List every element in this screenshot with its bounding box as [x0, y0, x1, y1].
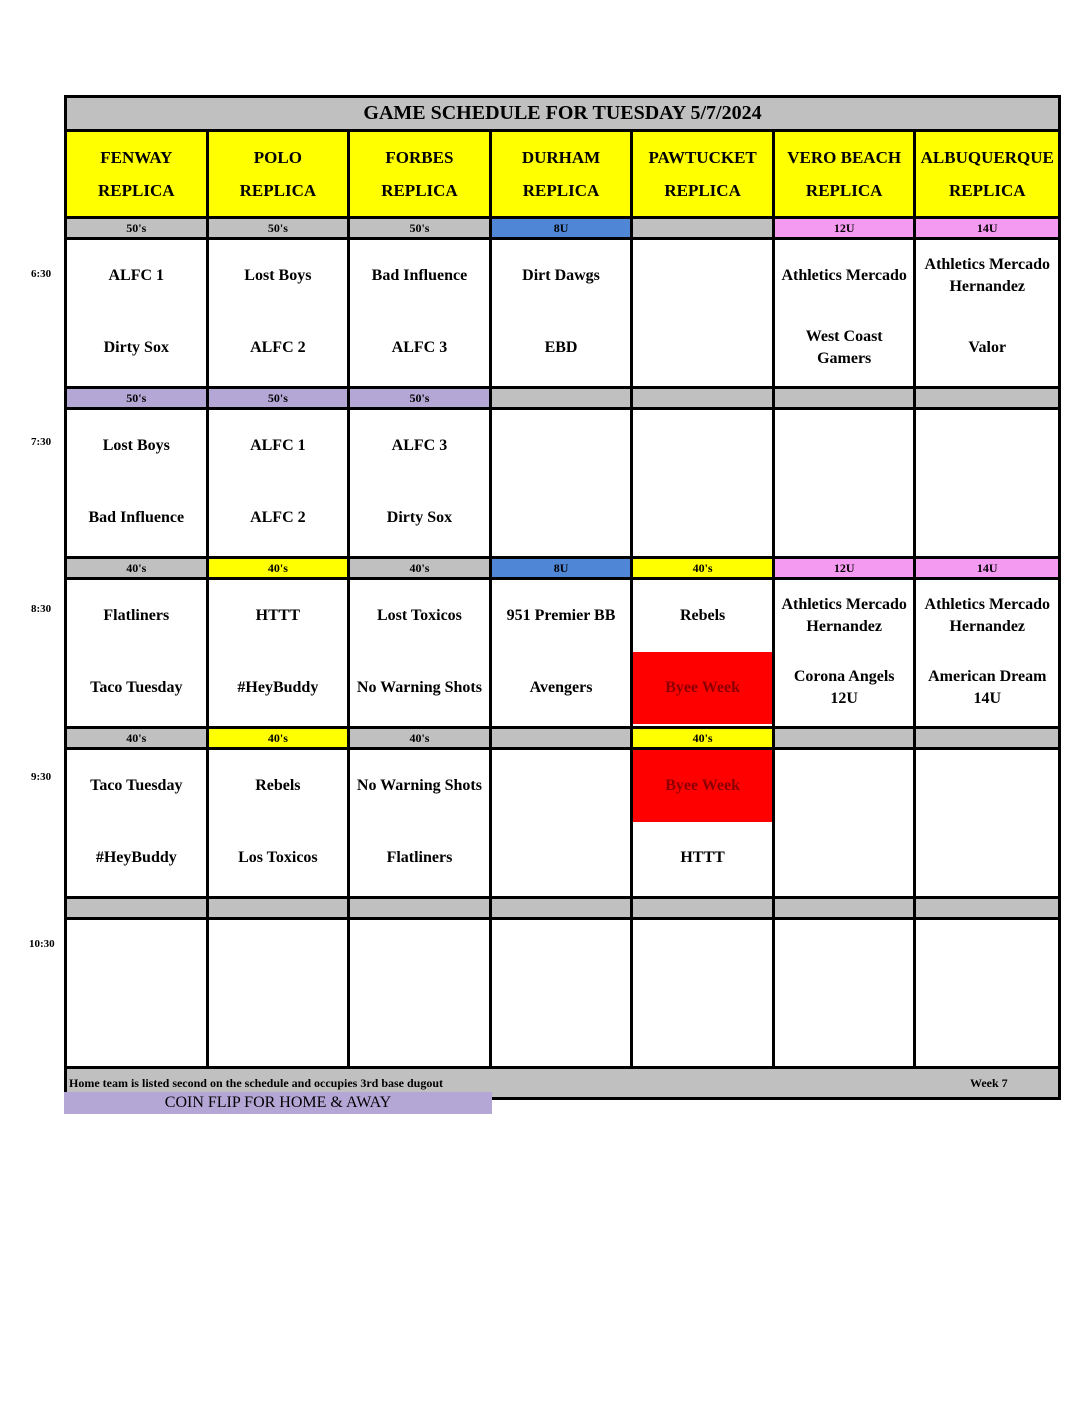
game-cell [916, 410, 1058, 556]
division-label: 40's [350, 559, 492, 577]
home-team [775, 822, 914, 894]
division-label: 12U [775, 219, 917, 237]
game-cell [209, 750, 351, 896]
away-team: Lost Toxicos [376, 607, 462, 624]
away-team: Byee Week [633, 750, 772, 822]
division-label: 40's [633, 559, 775, 577]
field-header [67, 132, 209, 216]
home-team: ALFC 3 [391, 339, 448, 356]
away-team: No Warning Shots [356, 777, 482, 794]
division-label [209, 899, 351, 917]
field-header-row [67, 132, 1058, 219]
field-subtitle: REPLICA [239, 181, 317, 200]
time-label: 7:30 [31, 436, 52, 448]
away-team: ALFC 1 [108, 267, 165, 284]
home-team-note: Home team is listed second on the schedule and occupies 3rd base dugout [69, 1075, 444, 1090]
home-team: Byee Week [633, 652, 772, 724]
division-label [775, 899, 917, 917]
division-label: 8U [492, 559, 634, 577]
home-team: Los Toxicos [238, 849, 318, 866]
game-cell [67, 240, 209, 386]
game-cell [67, 920, 209, 1066]
division-label [775, 729, 917, 747]
home-team: Taco Tuesday [90, 679, 183, 696]
field-subtitle: REPLICA [664, 181, 741, 200]
division-label: 8U [492, 219, 634, 237]
field-subtitle: REPLICA [522, 181, 600, 200]
field-header [492, 132, 634, 216]
division-label: 50's [67, 219, 209, 237]
division-label [350, 899, 492, 917]
field-name: POLO [253, 148, 302, 167]
home-team [67, 992, 206, 1064]
home-team: Avengers [529, 679, 593, 696]
field-header [633, 132, 775, 216]
division-label [492, 729, 634, 747]
time-slots [67, 219, 1058, 1069]
away-team [492, 410, 631, 482]
game-cell [67, 410, 209, 556]
game-cell [67, 750, 209, 896]
home-team: EBD [544, 339, 578, 356]
home-team [916, 482, 1058, 554]
game-cell [209, 580, 351, 726]
division-label: 50's [350, 219, 492, 237]
division-row [67, 219, 1058, 240]
field-subtitle: REPLICA [98, 181, 175, 200]
home-team: West Coast Gamers [805, 328, 883, 367]
division-label: 50's [67, 389, 209, 407]
home-team [916, 822, 1058, 894]
home-team [633, 482, 772, 554]
division-label: 40's [209, 559, 351, 577]
home-team [633, 992, 772, 1064]
division-row [67, 389, 1058, 410]
away-team [775, 750, 914, 822]
time-label: 6:30 [31, 268, 52, 280]
away-team: Taco Tuesday [90, 777, 183, 794]
away-team [209, 920, 348, 992]
game-cell [209, 410, 351, 556]
field-header [350, 132, 492, 216]
division-label: 40's [209, 729, 351, 747]
away-team: Flatliners [103, 607, 170, 624]
home-team [775, 482, 914, 554]
game-cell [633, 920, 775, 1066]
game-cell [633, 410, 775, 556]
away-team [633, 240, 772, 312]
away-team [350, 920, 489, 992]
division-label: 40's [67, 559, 209, 577]
field-header [775, 132, 917, 216]
game-row [67, 580, 1058, 729]
game-row [67, 240, 1058, 389]
game-cell [775, 920, 917, 1066]
home-team: Flatliners [386, 849, 453, 866]
home-team: Valor [968, 339, 1007, 356]
division-label [916, 729, 1058, 747]
division-row [67, 899, 1058, 920]
home-team [492, 992, 631, 1064]
away-team: Athletics Mercado Hernandez [924, 256, 1050, 295]
division-label [775, 389, 917, 407]
time-label: 10:30 [29, 938, 55, 950]
field-subtitle: REPLICA [381, 181, 458, 200]
away-team: Rebels [679, 607, 726, 624]
game-cell [350, 750, 492, 896]
game-cell [492, 410, 634, 556]
division-label: 40's [67, 729, 209, 747]
game-cell [350, 920, 492, 1066]
home-team [350, 992, 489, 1064]
field-subtitle: REPLICA [805, 181, 883, 200]
home-team [633, 312, 772, 384]
field-name: FORBES [385, 148, 454, 167]
game-cell [775, 240, 917, 386]
game-cell [492, 240, 634, 386]
home-team: #HeyBuddy [95, 849, 177, 866]
time-label: 8:30 [31, 603, 52, 615]
home-team: Bad Influence [88, 509, 185, 526]
division-label [916, 899, 1058, 917]
away-team [633, 410, 772, 482]
division-label [916, 389, 1058, 407]
division-label [633, 219, 775, 237]
game-cell [492, 920, 634, 1066]
away-team [633, 920, 772, 992]
away-team: Athletics Mercado Hernandez [781, 596, 907, 635]
away-team: ALFC 3 [391, 437, 448, 454]
game-cell [492, 580, 634, 726]
division-label: 12U [775, 559, 917, 577]
game-cell [916, 580, 1058, 726]
division-label [633, 389, 775, 407]
division-label: 50's [209, 219, 351, 237]
game-cell [775, 410, 917, 556]
field-name: DURHAM [521, 148, 601, 167]
home-team: Corona Angels 12U [793, 668, 895, 707]
game-cell [916, 920, 1058, 1066]
game-row [67, 410, 1058, 559]
field-name: VERO BEACH [787, 148, 902, 167]
division-row [67, 559, 1058, 580]
away-team [916, 750, 1058, 822]
away-team: Lost Boys [102, 437, 170, 454]
field-name: PAWTUCKET [648, 148, 757, 167]
away-team: Bad Influence [371, 267, 468, 284]
away-team [492, 920, 631, 992]
field-header [916, 132, 1058, 216]
away-team [916, 410, 1058, 482]
game-row [67, 750, 1058, 899]
home-team: Dirty Sox [103, 339, 169, 356]
game-cell [633, 580, 775, 726]
game-cell [633, 240, 775, 386]
division-label [633, 899, 775, 917]
division-label: 14U [916, 559, 1058, 577]
game-cell [350, 580, 492, 726]
field-subtitle: REPLICA [948, 181, 1026, 200]
home-team: American Dream 14U [928, 668, 1047, 707]
game-row [67, 920, 1058, 1069]
away-team: 951 Premier BB [506, 607, 616, 624]
home-team [209, 992, 348, 1064]
game-cell [916, 240, 1058, 386]
game-cell [775, 750, 917, 896]
game-cell [67, 580, 209, 726]
division-label: 14U [916, 219, 1058, 237]
home-team: ALFC 2 [250, 339, 306, 356]
home-team [775, 992, 914, 1064]
away-team [916, 920, 1058, 992]
home-team [916, 992, 1058, 1064]
away-team [775, 410, 914, 482]
game-cell [916, 750, 1058, 896]
away-team: Athletics Mercado [781, 267, 907, 284]
division-row [67, 729, 1058, 750]
away-team [775, 920, 914, 992]
home-team [492, 822, 631, 894]
game-cell [209, 920, 351, 1066]
home-team: No Warning Shots [356, 679, 482, 696]
field-header [209, 132, 351, 216]
division-label [67, 899, 209, 917]
away-team [492, 750, 631, 822]
division-label [492, 899, 634, 917]
home-team: HTTT [680, 849, 725, 866]
away-team: Lost Boys [244, 267, 312, 284]
home-team [492, 482, 631, 554]
division-label: 40's [633, 729, 775, 747]
away-team: ALFC 1 [250, 437, 306, 454]
week-label: Week 7 [970, 1075, 1008, 1090]
game-cell [350, 410, 492, 556]
home-team: #HeyBuddy [237, 679, 319, 696]
game-cell [209, 240, 351, 386]
division-label: 50's [350, 389, 492, 407]
away-team [67, 920, 206, 992]
field-name: FENWAY [100, 148, 173, 167]
home-team: Dirty Sox [386, 509, 453, 526]
game-cell [492, 750, 634, 896]
division-label: 40's [350, 729, 492, 747]
field-name: ALBUQUERQUE [920, 148, 1054, 167]
game-cell [350, 240, 492, 386]
game-cell [633, 750, 775, 896]
home-team: ALFC 2 [250, 509, 306, 526]
coin-flip-legend: COIN FLIP FOR HOME & AWAY [64, 1092, 492, 1114]
time-label: 9:30 [31, 771, 52, 783]
game-cell [775, 580, 917, 726]
division-label: 50's [209, 389, 351, 407]
division-label [492, 389, 634, 407]
away-team: Rebels [255, 777, 301, 794]
away-team: Athletics Mercado Hernandez [924, 596, 1050, 635]
schedule-title: GAME SCHEDULE FOR TUESDAY 5/7/2024 [67, 98, 1058, 132]
away-team: Dirt Dawgs [522, 267, 600, 284]
schedule-table [64, 95, 1061, 1100]
away-team: HTTT [255, 607, 301, 624]
